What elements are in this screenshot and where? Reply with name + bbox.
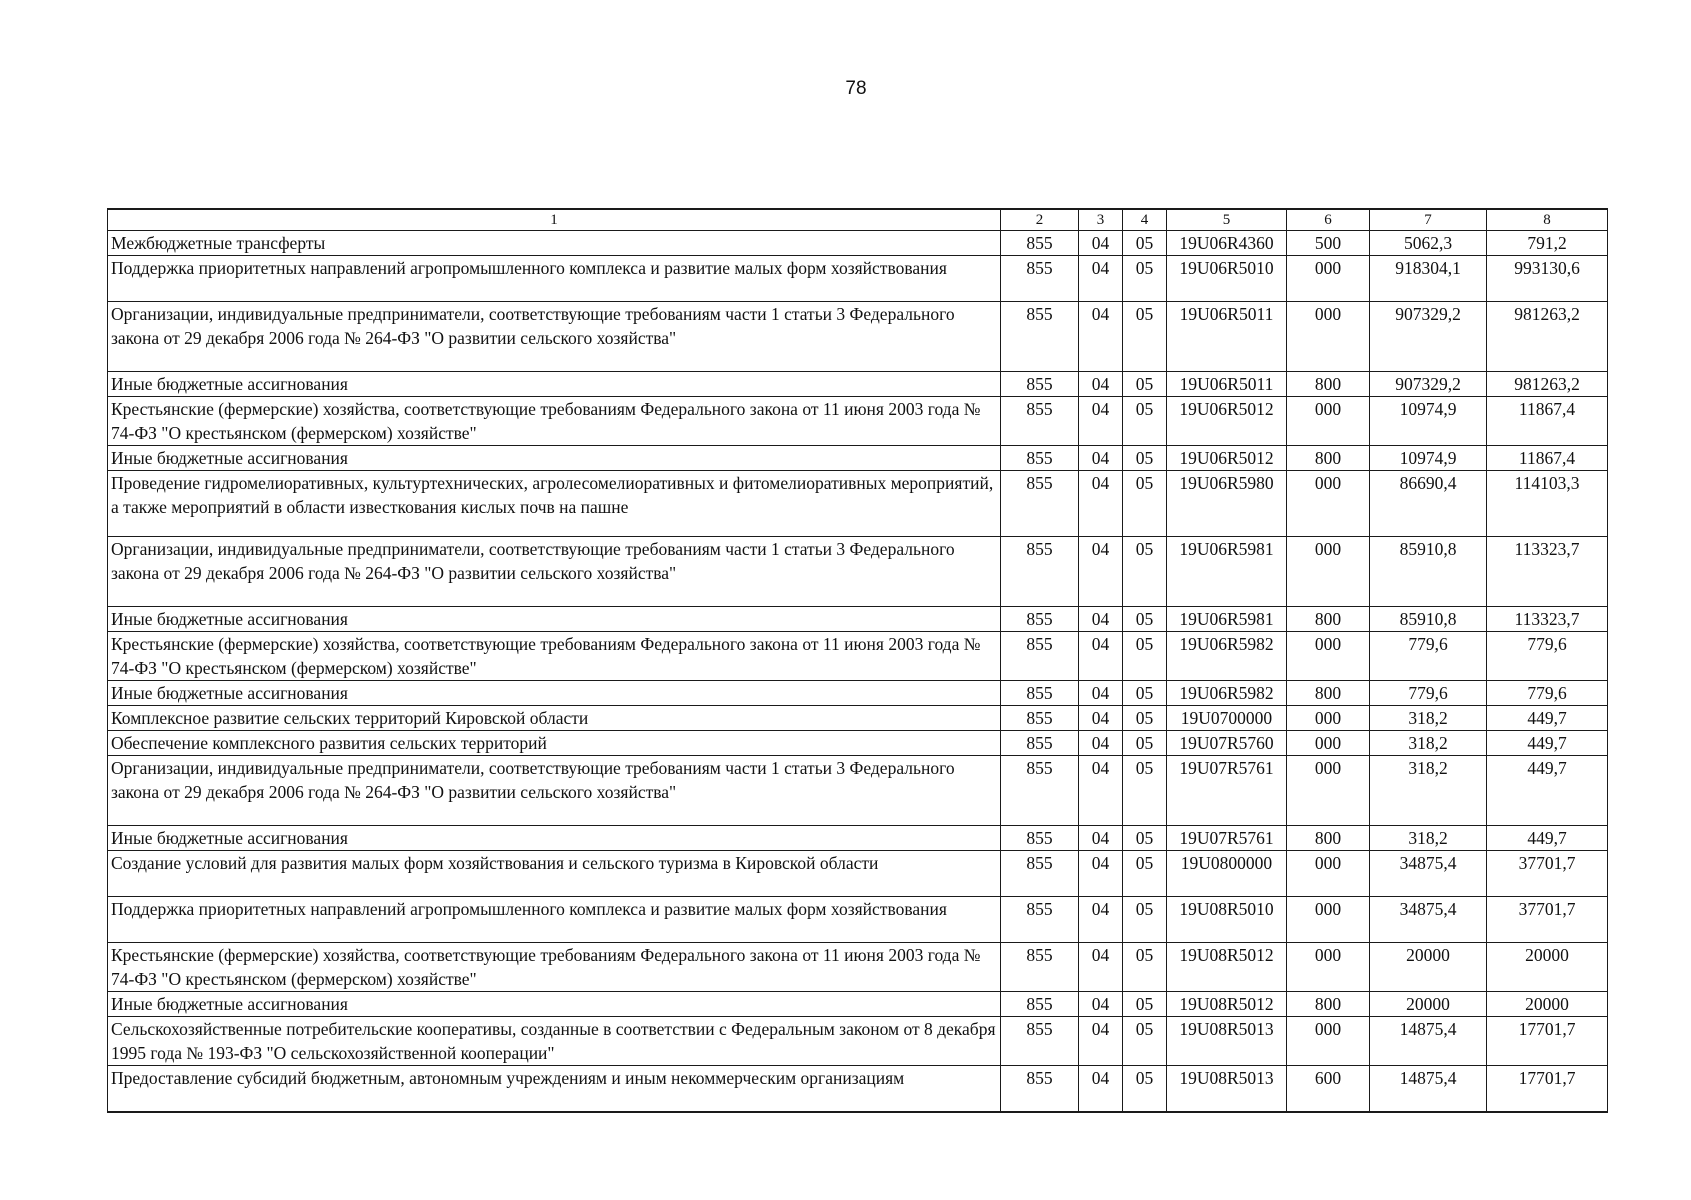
expense-name-cell: Иные бюджетные ассигнования [108, 681, 1001, 706]
target-article-cell: 19U06R5010 [1167, 256, 1287, 302]
department-code-cell: 855 [1001, 446, 1079, 471]
subsection-code-cell: 05 [1123, 372, 1167, 397]
amount-year2-cell: 981263,2 [1487, 302, 1608, 372]
section-code-cell: 04 [1079, 1066, 1123, 1112]
table-row [108, 231, 1608, 256]
section-code-cell: 04 [1079, 731, 1123, 756]
section-code-cell: 04 [1079, 471, 1123, 537]
amount-year2-cell: 981263,2 [1487, 372, 1608, 397]
table-row [108, 537, 1608, 607]
amount-year2-cell: 37701,7 [1487, 897, 1608, 943]
amount-year1-cell: 779,6 [1370, 632, 1487, 681]
expense-name-cell: Иные бюджетные ассигнования [108, 992, 1001, 1017]
department-code-cell: 855 [1001, 1017, 1079, 1066]
expense-type-cell: 000 [1287, 302, 1370, 372]
amount-year1-cell: 20000 [1370, 992, 1487, 1017]
subsection-code-cell: 05 [1123, 397, 1167, 446]
amount-year2-cell: 113323,7 [1487, 537, 1608, 607]
expense-name-cell: Организации, индивидуальные предприниматели, соответствующие требованиям части 1 статьи 3 Федерального закона от 29 декабря 2006 года № 264-ФЗ "О развитии сельского хозяйства" [108, 537, 1001, 607]
department-code-cell: 855 [1001, 756, 1079, 826]
expense-type-cell: 000 [1287, 397, 1370, 446]
expense-type-cell: 000 [1287, 256, 1370, 302]
amount-year2-cell: 449,7 [1487, 826, 1608, 851]
department-code-cell: 855 [1001, 1066, 1079, 1112]
expense-name-cell: Иные бюджетные ассигнования [108, 826, 1001, 851]
subsection-code-cell: 05 [1123, 632, 1167, 681]
table-row [108, 851, 1608, 897]
amount-year1-cell: 907329,2 [1370, 302, 1487, 372]
section-code-cell: 04 [1079, 302, 1123, 372]
amount-year2-cell: 449,7 [1487, 756, 1608, 826]
expense-name-cell: Поддержка приоритетных направлений агропромышленного комплекса и развитие малых форм хозяйствования [108, 256, 1001, 302]
table-row [108, 607, 1608, 632]
subsection-code-cell: 05 [1123, 756, 1167, 826]
target-article-cell: 19U07R5760 [1167, 731, 1287, 756]
table-row [108, 397, 1608, 446]
table-row [108, 632, 1608, 681]
amount-year1-cell: 34875,4 [1370, 897, 1487, 943]
department-code-cell: 855 [1001, 632, 1079, 681]
expense-type-cell: 800 [1287, 992, 1370, 1017]
table-row [108, 256, 1608, 302]
target-article-cell: 19U06R5981 [1167, 537, 1287, 607]
section-code-cell: 04 [1079, 372, 1123, 397]
header-cell: 7 [1370, 209, 1487, 231]
amount-year1-cell: 779,6 [1370, 681, 1487, 706]
section-code-cell: 04 [1079, 632, 1123, 681]
amount-year2-cell: 17701,7 [1487, 1066, 1608, 1112]
expense-name-cell: Крестьянские (фермерские) хозяйства, соответствующие требованиям Федерального закона от 11 июня 2003 года № 74-ФЗ "О крестьянском (фермерском) хозяйстве" [108, 632, 1001, 681]
table-row [108, 706, 1608, 731]
expense-type-cell: 800 [1287, 607, 1370, 632]
section-code-cell: 04 [1079, 826, 1123, 851]
amount-year2-cell: 779,6 [1487, 632, 1608, 681]
expense-type-cell: 000 [1287, 706, 1370, 731]
target-article-cell: 19U06R4360 [1167, 231, 1287, 256]
section-code-cell: 04 [1079, 256, 1123, 302]
amount-year1-cell: 34875,4 [1370, 851, 1487, 897]
target-article-cell: 19U08R5013 [1167, 1066, 1287, 1112]
target-article-cell: 19U06R5011 [1167, 302, 1287, 372]
amount-year1-cell: 86690,4 [1370, 471, 1487, 537]
target-article-cell: 19U08R5012 [1167, 992, 1287, 1017]
subsection-code-cell: 05 [1123, 943, 1167, 992]
table-row [108, 471, 1608, 537]
target-article-cell: 19U06R5982 [1167, 681, 1287, 706]
budget-table [107, 208, 1608, 1113]
expense-name-cell: Организации, индивидуальные предприниматели, соответствующие требованиям части 1 статьи 3 Федерального закона от 29 декабря 2006 года № 264-ФЗ "О развитии сельского хозяйства" [108, 756, 1001, 826]
expense-name-cell: Создание условий для развития малых форм хозяйствования и сельского туризма в Кировской области [108, 851, 1001, 897]
expense-type-cell: 500 [1287, 231, 1370, 256]
subsection-code-cell: 05 [1123, 826, 1167, 851]
target-article-cell: 19U06R5012 [1167, 446, 1287, 471]
amount-year1-cell: 5062,3 [1370, 231, 1487, 256]
department-code-cell: 855 [1001, 992, 1079, 1017]
amount-year1-cell: 318,2 [1370, 826, 1487, 851]
section-code-cell: 04 [1079, 992, 1123, 1017]
section-code-cell: 04 [1079, 1017, 1123, 1066]
department-code-cell: 855 [1001, 607, 1079, 632]
subsection-code-cell: 05 [1123, 1017, 1167, 1066]
section-code-cell: 04 [1079, 706, 1123, 731]
subsection-code-cell: 05 [1123, 231, 1167, 256]
amount-year2-cell: 20000 [1487, 943, 1608, 992]
expense-type-cell: 800 [1287, 826, 1370, 851]
expense-name-cell: Комплексное развитие сельских территорий Кировской области [108, 706, 1001, 731]
target-article-cell: 19U0800000 [1167, 851, 1287, 897]
department-code-cell: 855 [1001, 372, 1079, 397]
amount-year2-cell: 449,7 [1487, 706, 1608, 731]
target-article-cell: 19U0700000 [1167, 706, 1287, 731]
header-cell: 4 [1123, 209, 1167, 231]
expense-type-cell: 800 [1287, 681, 1370, 706]
subsection-code-cell: 05 [1123, 607, 1167, 632]
target-article-cell: 19U06R5012 [1167, 397, 1287, 446]
subsection-code-cell: 05 [1123, 992, 1167, 1017]
department-code-cell: 855 [1001, 256, 1079, 302]
header-cell: 2 [1001, 209, 1079, 231]
expense-type-cell: 600 [1287, 1066, 1370, 1112]
amount-year1-cell: 10974,9 [1370, 446, 1487, 471]
subsection-code-cell: 05 [1123, 537, 1167, 607]
expense-name-cell: Крестьянские (фермерские) хозяйства, соответствующие требованиям Федерального закона от 11 июня 2003 года № 74-ФЗ "О крестьянском (фермерском) хозяйстве" [108, 397, 1001, 446]
amount-year1-cell: 918304,1 [1370, 256, 1487, 302]
section-code-cell: 04 [1079, 943, 1123, 992]
amount-year2-cell: 37701,7 [1487, 851, 1608, 897]
expense-name-cell: Организации, индивидуальные предприниматели, соответствующие требованиям части 1 статьи 3 Федерального закона от 29 декабря 2006 года № 264-ФЗ "О развитии сельского хозяйства" [108, 302, 1001, 372]
table-row [108, 826, 1608, 851]
expense-name-cell: Иные бюджетные ассигнования [108, 446, 1001, 471]
amount-year1-cell: 85910,8 [1370, 607, 1487, 632]
section-code-cell: 04 [1079, 756, 1123, 826]
target-article-cell: 19U06R5982 [1167, 632, 1287, 681]
table-row [108, 302, 1608, 372]
table-row [108, 372, 1608, 397]
amount-year2-cell: 449,7 [1487, 731, 1608, 756]
department-code-cell: 855 [1001, 231, 1079, 256]
section-code-cell: 04 [1079, 397, 1123, 446]
department-code-cell: 855 [1001, 897, 1079, 943]
amount-year2-cell: 779,6 [1487, 681, 1608, 706]
subsection-code-cell: 05 [1123, 471, 1167, 537]
table-row [108, 446, 1608, 471]
amount-year1-cell: 14875,4 [1370, 1017, 1487, 1066]
subsection-code-cell: 05 [1123, 256, 1167, 302]
expense-type-cell: 000 [1287, 632, 1370, 681]
subsection-code-cell: 05 [1123, 681, 1167, 706]
header-row [108, 209, 1608, 231]
expense-type-cell: 000 [1287, 943, 1370, 992]
section-code-cell: 04 [1079, 851, 1123, 897]
department-code-cell: 855 [1001, 731, 1079, 756]
amount-year2-cell: 20000 [1487, 992, 1608, 1017]
target-article-cell: 19U08R5010 [1167, 897, 1287, 943]
header-cell: 6 [1287, 209, 1370, 231]
amount-year2-cell: 11867,4 [1487, 397, 1608, 446]
table-row [108, 731, 1608, 756]
expense-type-cell: 000 [1287, 897, 1370, 943]
subsection-code-cell: 05 [1123, 1066, 1167, 1112]
department-code-cell: 855 [1001, 851, 1079, 897]
target-article-cell: 19U06R5980 [1167, 471, 1287, 537]
amount-year2-cell: 791,2 [1487, 231, 1608, 256]
department-code-cell: 855 [1001, 397, 1079, 446]
department-code-cell: 855 [1001, 943, 1079, 992]
section-code-cell: 04 [1079, 446, 1123, 471]
table-row [108, 897, 1608, 943]
expense-type-cell: 000 [1287, 1017, 1370, 1066]
table-row [108, 756, 1608, 826]
amount-year1-cell: 20000 [1370, 943, 1487, 992]
amount-year1-cell: 10974,9 [1370, 397, 1487, 446]
amount-year2-cell: 113323,7 [1487, 607, 1608, 632]
target-article-cell: 19U08R5013 [1167, 1017, 1287, 1066]
expense-type-cell: 000 [1287, 471, 1370, 537]
header-cell: 5 [1167, 209, 1287, 231]
amount-year2-cell: 993130,6 [1487, 256, 1608, 302]
target-article-cell: 19U07R5761 [1167, 826, 1287, 851]
page-number: 78 [845, 78, 867, 99]
header-cell: 1 [108, 209, 1001, 231]
section-code-cell: 04 [1079, 897, 1123, 943]
subsection-code-cell: 05 [1123, 731, 1167, 756]
amount-year2-cell: 17701,7 [1487, 1017, 1608, 1066]
department-code-cell: 855 [1001, 302, 1079, 372]
amount-year1-cell: 318,2 [1370, 731, 1487, 756]
amount-year1-cell: 85910,8 [1370, 537, 1487, 607]
amount-year2-cell: 11867,4 [1487, 446, 1608, 471]
expense-name-cell: Иные бюджетные ассигнования [108, 607, 1001, 632]
section-code-cell: 04 [1079, 537, 1123, 607]
expense-type-cell: 000 [1287, 731, 1370, 756]
target-article-cell: 19U06R5011 [1167, 372, 1287, 397]
amount-year1-cell: 318,2 [1370, 756, 1487, 826]
expense-name-cell: Межбюджетные трансферты [108, 231, 1001, 256]
section-code-cell: 04 [1079, 231, 1123, 256]
subsection-code-cell: 05 [1123, 706, 1167, 731]
expense-name-cell: Крестьянские (фермерские) хозяйства, соответствующие требованиям Федерального закона от 11 июня 2003 года № 74-ФЗ "О крестьянском (фермерском) хозяйстве" [108, 943, 1001, 992]
target-article-cell: 19U08R5012 [1167, 943, 1287, 992]
expense-type-cell: 000 [1287, 537, 1370, 607]
expense-name-cell: Иные бюджетные ассигнования [108, 372, 1001, 397]
expense-name-cell: Обеспечение комплексного развития сельских территорий [108, 731, 1001, 756]
expense-type-cell: 000 [1287, 851, 1370, 897]
header-cell: 8 [1487, 209, 1608, 231]
header-cell: 3 [1079, 209, 1123, 231]
subsection-code-cell: 05 [1123, 897, 1167, 943]
expense-type-cell: 800 [1287, 372, 1370, 397]
department-code-cell: 855 [1001, 826, 1079, 851]
expense-name-cell: Сельскохозяйственные потребительские кооперативы, созданные в соответствии с Федеральным законом от 8 декабря 1995 года № 193-ФЗ "О сельскохозяйственной кооперации" [108, 1017, 1001, 1066]
department-code-cell: 855 [1001, 537, 1079, 607]
table-row [108, 1017, 1608, 1066]
expense-name-cell: Проведение гидромелиоративных, культуртехнических, агролесомелиоративных и фитомелиоративных мероприятий, а также мероприятий в области известкования кислых почв на пашне [108, 471, 1001, 537]
expense-type-cell: 000 [1287, 756, 1370, 826]
subsection-code-cell: 05 [1123, 446, 1167, 471]
table-row [108, 1066, 1608, 1112]
department-code-cell: 855 [1001, 681, 1079, 706]
department-code-cell: 855 [1001, 706, 1079, 731]
table-row [108, 943, 1608, 992]
department-code-cell: 855 [1001, 471, 1079, 537]
table-row [108, 992, 1608, 1017]
section-code-cell: 04 [1079, 681, 1123, 706]
expense-type-cell: 800 [1287, 446, 1370, 471]
expense-name-cell: Предоставление субсидий бюджетным, автономным учреждениям и иным некоммерческим организациям [108, 1066, 1001, 1112]
subsection-code-cell: 05 [1123, 302, 1167, 372]
amount-year1-cell: 318,2 [1370, 706, 1487, 731]
amount-year1-cell: 907329,2 [1370, 372, 1487, 397]
target-article-cell: 19U06R5981 [1167, 607, 1287, 632]
table-row [108, 681, 1608, 706]
target-article-cell: 19U07R5761 [1167, 756, 1287, 826]
amount-year2-cell: 114103,3 [1487, 471, 1608, 537]
section-code-cell: 04 [1079, 607, 1123, 632]
amount-year1-cell: 14875,4 [1370, 1066, 1487, 1112]
subsection-code-cell: 05 [1123, 851, 1167, 897]
expense-name-cell: Поддержка приоритетных направлений агропромышленного комплекса и развитие малых форм хозяйствования [108, 897, 1001, 943]
